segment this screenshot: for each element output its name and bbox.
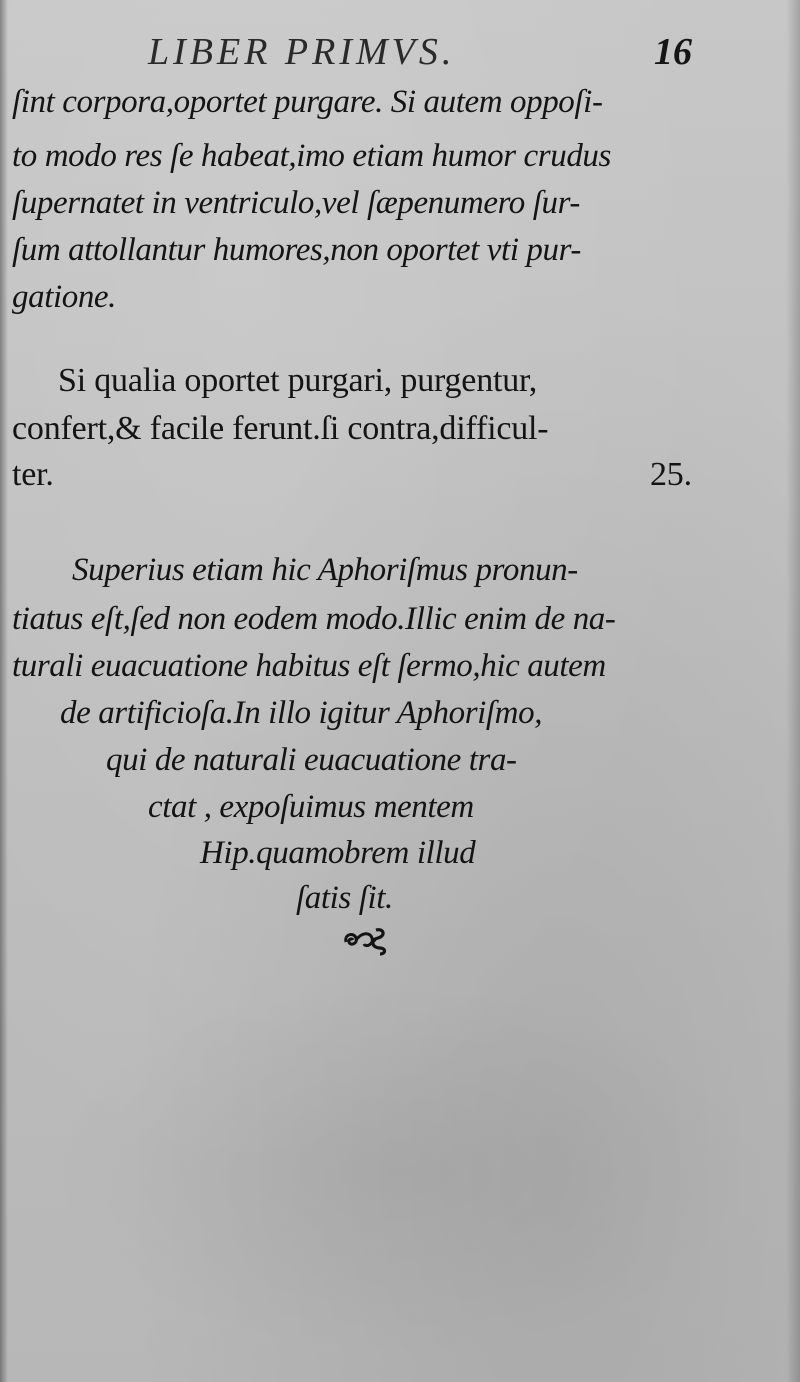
commentary-line: turali euacuatione habitus eſt ſermo,hic autem bbox=[12, 648, 606, 684]
commentary-line: to modo res ſe habeat,imo etiam humor crudus bbox=[12, 138, 611, 174]
aphorism-line: ter. bbox=[12, 456, 54, 493]
show-through-stain bbox=[40, 980, 760, 1360]
commentary-line: ſum attollantur humores,non oportet vti pur- bbox=[12, 232, 582, 268]
commentary-line: tiatus eſt,ſed non eodem modo.Illic enim de na- bbox=[12, 601, 616, 637]
folio-number: 16 bbox=[654, 31, 692, 73]
commentary-line: ſint corpora,oportet purgare. Si autem oppoſi- bbox=[12, 84, 603, 120]
running-header bbox=[0, 30, 800, 80]
commentary-line: ctat , expoſuimus mentem bbox=[148, 789, 474, 825]
page-gutter-shadow bbox=[0, 0, 8, 1382]
commentary-line: Superius etiam hic Aphoriſmus pronun- bbox=[72, 552, 578, 588]
page-edge-shadow bbox=[786, 0, 800, 1382]
commentary-line: gatione. bbox=[12, 279, 117, 315]
commentary-line: ſatis ſit. bbox=[296, 880, 393, 916]
commentary-line: ſupernatet in ventriculo,vel ſæpenumero ſur- bbox=[12, 185, 580, 221]
commentary-line: de artificioſa.In illo igitur Aphoriſmo, bbox=[60, 695, 543, 731]
aphorism-number: 25. bbox=[650, 456, 692, 493]
aphorism-line: Si qualia oportet purgari, purgentur, bbox=[58, 362, 538, 399]
aphorism-line: confert,& facile ferunt.ſi contra,difficul- bbox=[12, 410, 549, 447]
commentary-line: qui de naturali euacuatione tra- bbox=[106, 742, 517, 778]
commentary-line: Hip.quamobrem illud bbox=[200, 835, 476, 871]
fleuron-icon bbox=[340, 922, 390, 958]
running-title: LIBER PRIMVS. bbox=[148, 31, 456, 73]
